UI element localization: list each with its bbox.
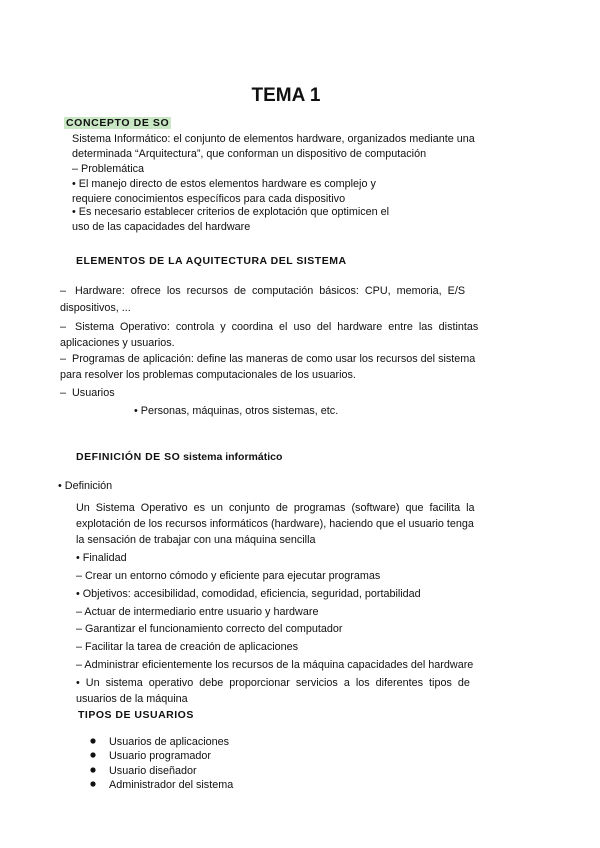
heading-bold: DEFINICIÓN DE SO: [76, 451, 181, 463]
definicion-line: – Administrar eficientemente los recursos de la máquina capacidades del hardware: [76, 659, 474, 671]
bullet-icon: [90, 765, 99, 774]
concepto-line: requiere conocimientos específicos para cada dispositivo: [72, 193, 346, 205]
definicion-line: – Crear un entorno cómodo y eficiente para ejecutar programas: [76, 570, 381, 582]
concepto-line: uso de las capacidades del hardware: [72, 221, 251, 233]
highlighted-heading: CONCEPTO DE SO: [66, 117, 170, 129]
elementos-item-so: – Sistema Operativo: controla y coordina el uso del hardware entre las distintas: [60, 321, 479, 333]
bullet-icon: [90, 736, 99, 745]
concepto-line: • El manejo directo de estos elementos hardware es complejo y: [72, 178, 376, 190]
definicion-bullet: • Definición: [58, 480, 113, 492]
list-item-label: Administrador del sistema: [109, 779, 234, 791]
elementos-item-continuation: dispositivos, ...: [60, 302, 131, 314]
list-item: [90, 765, 197, 777]
definicion-line: • Finalidad: [76, 552, 127, 564]
concepto-line: Sistema Informático: el conjunto de elementos hardware, organizados mediante una: [72, 133, 475, 145]
definicion-paragraph-line: Un Sistema Operativo es un conjunto de programas (software) que facilita la: [76, 502, 475, 514]
list-item-label: Usuario diseñador: [109, 765, 197, 777]
definicion-final-line: usuarios de la máquina: [76, 693, 188, 705]
list-item-label: Usuario programador: [109, 750, 212, 762]
concepto-line: • Es necesario establecer criterios de explotación que optimicen el: [72, 206, 390, 218]
elementos-item-continuation: para resolver los problemas computacionales de los usuarios.: [60, 369, 356, 381]
section-heading-tipos: TIPOS DE USUARIOS: [78, 709, 194, 721]
definicion-line: – Garantizar el funcionamiento correcto del computador: [76, 623, 343, 635]
definicion-final-line: • Un sistema operativo debe proporcionar servicios a los diferentes tipos de: [76, 677, 470, 689]
definicion-paragraph-line: explotación de los recursos informáticos (hardware), haciendo que el usuario tenga: [76, 518, 474, 530]
elementos-item-programas: – Programas de aplicación: define las maneras de como usar los recursos del sistema: [60, 353, 476, 365]
bullet-icon: [90, 779, 99, 788]
list-item-label: Usuarios de aplicaciones: [109, 736, 230, 748]
definicion-line: – Actuar de intermediario entre usuario y hardware: [76, 606, 319, 618]
elementos-item-usuarios: – Usuarios: [60, 387, 115, 399]
bullet-icon: [90, 750, 99, 759]
elementos-item-continuation: aplicaciones y usuarios.: [60, 337, 175, 349]
concepto-line: – Problemática: [72, 163, 145, 175]
section-heading-elementos: ELEMENTOS DE LA AQUITECTURA DEL SISTEMA: [76, 255, 347, 267]
definicion-line: – Facilitar la tarea de creación de aplicaciones: [76, 641, 299, 653]
definicion-paragraph-line: la sensación de trabajar con una máquina sencilla: [76, 534, 316, 546]
list-item: [90, 750, 211, 762]
list-item: [90, 736, 229, 748]
section-heading-definicion: [76, 451, 282, 463]
section-heading-concepto: [64, 117, 171, 129]
list-item: [90, 779, 233, 791]
heading-rest: sistema informático: [180, 451, 283, 463]
page-title: TEMA 1: [251, 85, 321, 106]
elementos-sub-item: • Personas, máquinas, otros sistemas, etc.: [134, 405, 339, 417]
concepto-line: determinada “Arquitectura”, que conforman un dispositivo de computación: [72, 148, 427, 160]
definicion-line: • Objetivos: accesibilidad, comodidad, eficiencia, seguridad, portabilidad: [76, 588, 421, 600]
elementos-item-hardware: – Hardware: ofrece los recursos de computación básicos: CPU, memoria, E/S: [60, 285, 466, 297]
